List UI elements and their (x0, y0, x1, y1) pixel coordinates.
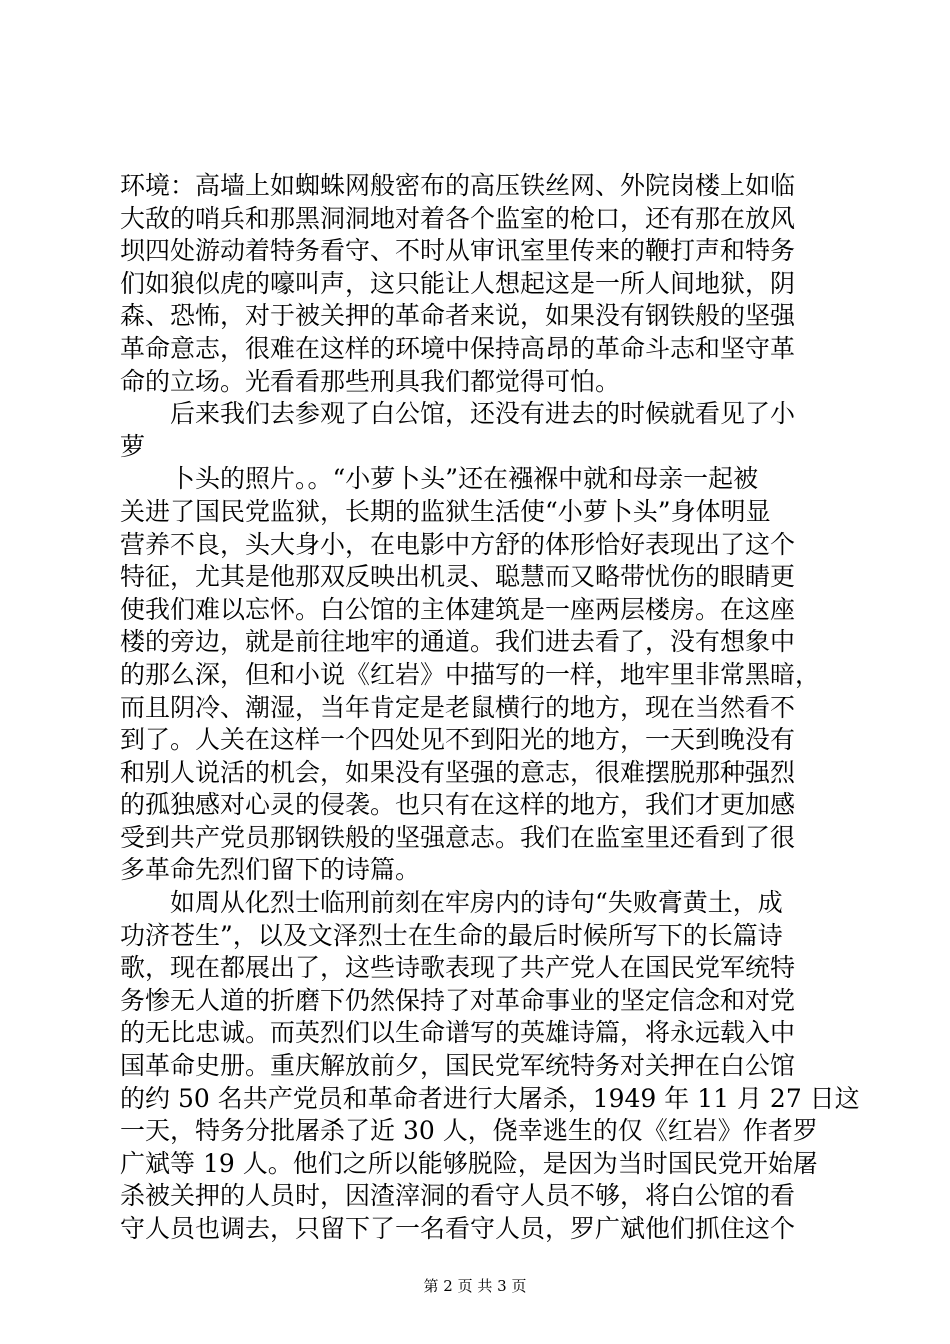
text-line: 的那么深，但和小说《红岩》中描写的一样，地牢里非常黑暗， (120, 659, 821, 689)
text-line: 到了。人关在这样一个四处见不到阳光的地方，一天到晚没有 (120, 725, 796, 755)
text-line: 营养不良，头大身小，在电影中方舒的体形恰好表现出了这个 (120, 529, 796, 559)
text-line: 革命意志，很难在这样的环境中保持高昂的革命斗志和坚守革 (120, 333, 796, 363)
text-line: 歌，现在都展出了，这些诗歌表现了共产党人在国民党军统特 (120, 953, 796, 983)
text-line: 杀被关押的人员时，因渣滓洞的看守人员不够，将白公馆的看 (120, 1181, 796, 1211)
text-line: 森、恐怖，对于被关押的革命者来说，如果没有钢铁般的坚强 (120, 301, 796, 331)
text-line: 楼的旁边，就是前往地牢的通道。我们进去看了，没有想象中 (120, 627, 796, 657)
text-line: 的孤独感对心灵的侵袭。也只有在这样的地方，我们才更加感 (120, 790, 796, 820)
text-line: 国革命史册。重庆解放前夕，国民党军统特务对关押在白公馆 (120, 1051, 796, 1081)
paragraph-start-line: 卜头的照片。。“小萝卜头”还在襁褓中就和母亲一起被 (170, 464, 759, 494)
text-line: 关进了国民党监狱，长期的监狱生活使“小萝卜头”身体明显 (120, 496, 771, 526)
page-footer: 第 2 页 共 3 页 (423, 1277, 527, 1295)
text-line: 受到共产党员那钢铁般的坚强意志。我们在监室里还看到了很 (120, 822, 796, 852)
text-line: 而且阴冷、潮湿，当年肯定是老鼠横行的地方，现在当然看不 (120, 692, 796, 722)
text-line: 多革命先烈们留下的诗篇。 (120, 855, 421, 885)
text-line: 环境：高墙上如蜘蛛网般密布的高压铁丝网、外院岗楼上如临 (120, 171, 796, 200)
text-line: 坝四处游动着特务看守、不时从审讯室里传来的鞭打声和特务 (120, 236, 796, 266)
text-line: 特征，尤其是他那双反映出机灵、聪慧而又略带忧伤的眼睛更 (120, 562, 796, 592)
text-line: 使我们难以忘怀。白公馆的主体建筑是一座两层楼房。在这座 (120, 594, 796, 624)
text-line: 们如狼似虎的嚎叫声，这只能让人想起这是一所人间地狱，阴 (120, 268, 796, 298)
paragraph-start-line: 如周从化烈士临刑前刻在牢房内的诗句“失败膏黄土，成 (170, 888, 783, 918)
text-line: 广斌等 19 人。他们之所以能够脱险，是因为当时国民党开始屠 (120, 1148, 818, 1178)
text-line: 功济苍生”，以及文泽烈士在生命的最后时候所写下的长篇诗 (120, 920, 783, 950)
document-body (120, 170, 860, 1246)
text-line: 的约 50 名共产党员和革命者进行大屠杀，1949 年 11 月 27 日这 (120, 1083, 860, 1113)
text-line: 的无比忠诚。而英烈们以生命谱写的英雄诗篇，将永远载入中 (120, 1018, 796, 1048)
text-line: 一天，特务分批屠杀了近 30 人，侥幸逃生的仅《红岩》作者罗 (120, 1116, 818, 1146)
text-line: 大敌的哨兵和那黑洞洞地对着各个监室的枪口，还有那在放风 (120, 203, 796, 233)
text-line: 和别人说活的机会，如果没有坚强的意志，很难摆脱那种强烈 (120, 757, 796, 787)
text-line: 守人员也调去，只留下了一名看守人员，罗广斌他们抓住这个 (120, 1214, 796, 1243)
paragraph-start-line: 后来我们去参观了白公馆，还没有进去的时候就看见了小 (170, 399, 796, 429)
text-line: 务惨无人道的折磨下仍然保持了对革命事业的坚定信念和对党 (120, 985, 796, 1015)
text-line: 命的立场。光看看那些刑具我们都觉得可怕。 (120, 366, 621, 396)
text-line: 萝 (120, 431, 146, 461)
